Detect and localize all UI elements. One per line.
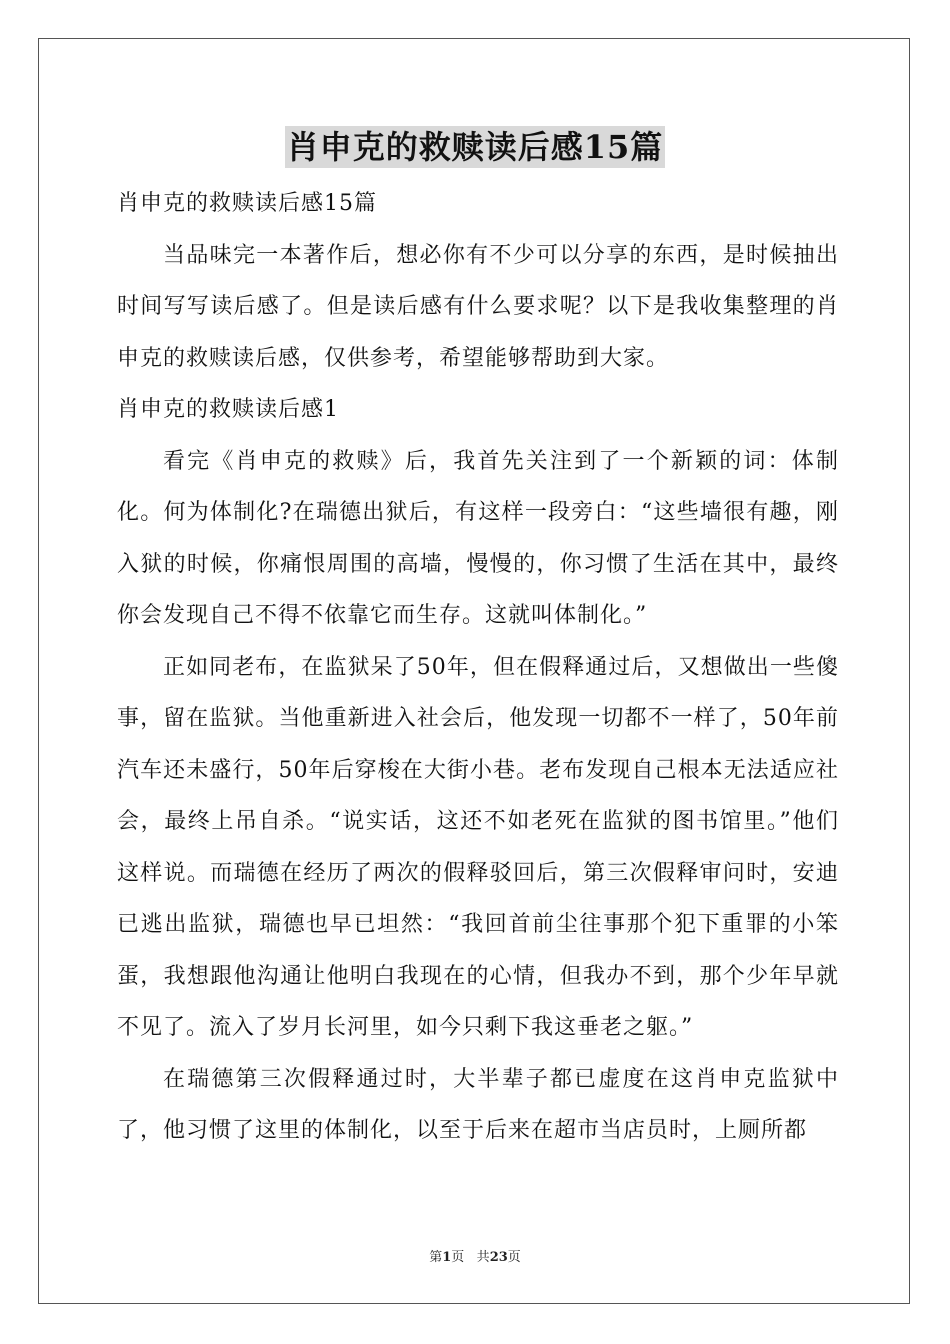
total-suffix: 页 <box>507 1250 521 1265</box>
intro-paragraph: 当品味完一本著作后，想必你有不少可以分享的东西，是时候抽出时间写写读后感了。但是读后感有什么要求呢？以下是我收集整理的肖申克的救赎读后感，仅供参考，希望能够帮助到大家。 <box>117 242 839 371</box>
body-paragraph-3: 在瑞德第三次假释通过时，大半辈子都已虚度在这肖申克监狱中了，他习惯了这里的体制化，以至于后来在超市当店员时，上厕所都 <box>117 1066 839 1143</box>
page-number: 1 <box>442 1250 452 1265</box>
document-body <box>117 178 839 1157</box>
body-paragraph-1: 看完《肖申克的救赎》后，我首先关注到了一个新颖的词：体制化。何为体制化?在瑞德出狱后，有这样一段旁白：“这些墙很有趣，刚入狱的时候，你痛恨周围的高墙，慢慢的，你习惯了生活在其中，最终你会发现自己不得不依靠它而生存。这就叫体制化。” <box>117 448 839 628</box>
total-prefix: 共 <box>476 1250 490 1265</box>
section-heading: 肖申克的救赎读后感1 <box>117 397 339 422</box>
page-footer <box>0 1246 950 1265</box>
document-subtitle: 肖申克的救赎读后感15篇 <box>117 191 377 216</box>
title-container <box>0 126 950 168</box>
total-pages: 23 <box>489 1250 508 1265</box>
document-title: 肖申克的救赎读后感15篇 <box>286 128 664 166</box>
body-paragraph-2: 正如同老布，在监狱呆了50年，但在假释通过后，又想做出一些傻事，留在监狱。当他重新进入社会后，他发现一切都不一样了，50年前汽车还未盛行，50年后穿梭在大街小巷。老布发现自己根本无法适应社会，最终上吊自杀。“说实话，这还不如老死在监狱的图书馆里。”他们这样说。而瑞德在经历了两次的假释驳回后，第三次假释审问时，安迪已逃出监狱，瑞德也早已坦然：“我回首前尘往事那个犯下重罪的小笨蛋，我想跟他沟通让他明白我现在的心情，但我办不到，那个少年早就不见了。流入了岁月长河里，如今只剩下我这垂老之躯。” <box>117 654 839 1040</box>
page-prefix: 第 <box>429 1250 443 1265</box>
page-suffix: 页 <box>451 1250 465 1265</box>
